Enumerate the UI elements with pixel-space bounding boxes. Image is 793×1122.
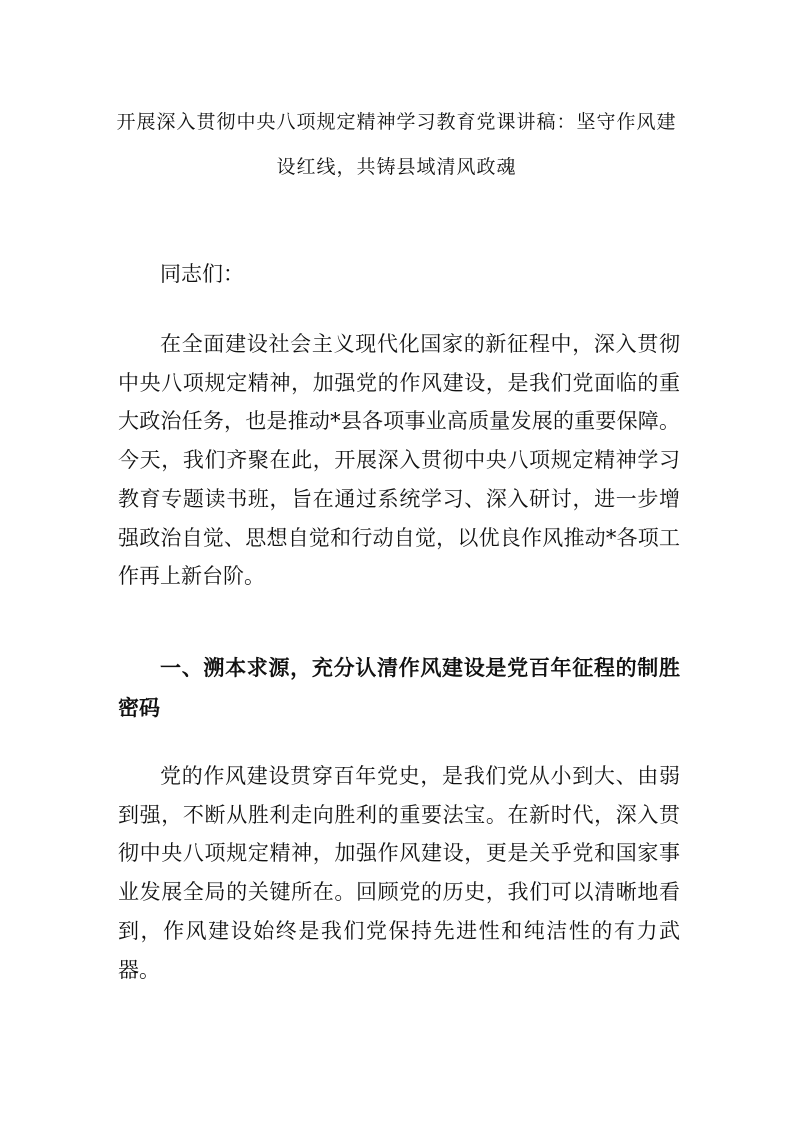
body-paragraph-2: 党的作风建设贯穿百年党史，是我们党从小到大、由弱到强，不断从胜利走向胜利的重要法宝。在新时代，深入贯彻中央八项规定精神，加强作风建设，更是关乎党和国家事业发展全局的关键所在。回顾党的历史，我们可以清晰地看到，作风建设始终是我们党保持先进性和纯洁性的有力武器。	[118, 764, 680, 982]
document-title: 开展深入贯彻中央八项规定精神学习教育党课讲稿：坚守作风建设红线，共铸县域清风政魂	[116, 111, 677, 178]
greeting-text: 同志们：	[160, 262, 244, 286]
section-heading-1: 一、溯本求源，充分认清作风建设是党百年征程的制胜密码	[118, 655, 680, 720]
body-paragraph-1: 在全面建设社会主义现代化国家的新征程中，深入贯彻中央八项规定精神，加强党的作风建设，是我们党面临的重大政治任务，也是推动*县各项事业高质量发展的重要保障。今天，我们齐聚在此，开展深入贯彻中央八项规定精神学习教育专题读书班，旨在通过系统学习、深入研讨，进一步增强政治自觉、思想自觉和行动自觉，以优良作风推动*各项工作再上新台阶。	[118, 332, 680, 589]
